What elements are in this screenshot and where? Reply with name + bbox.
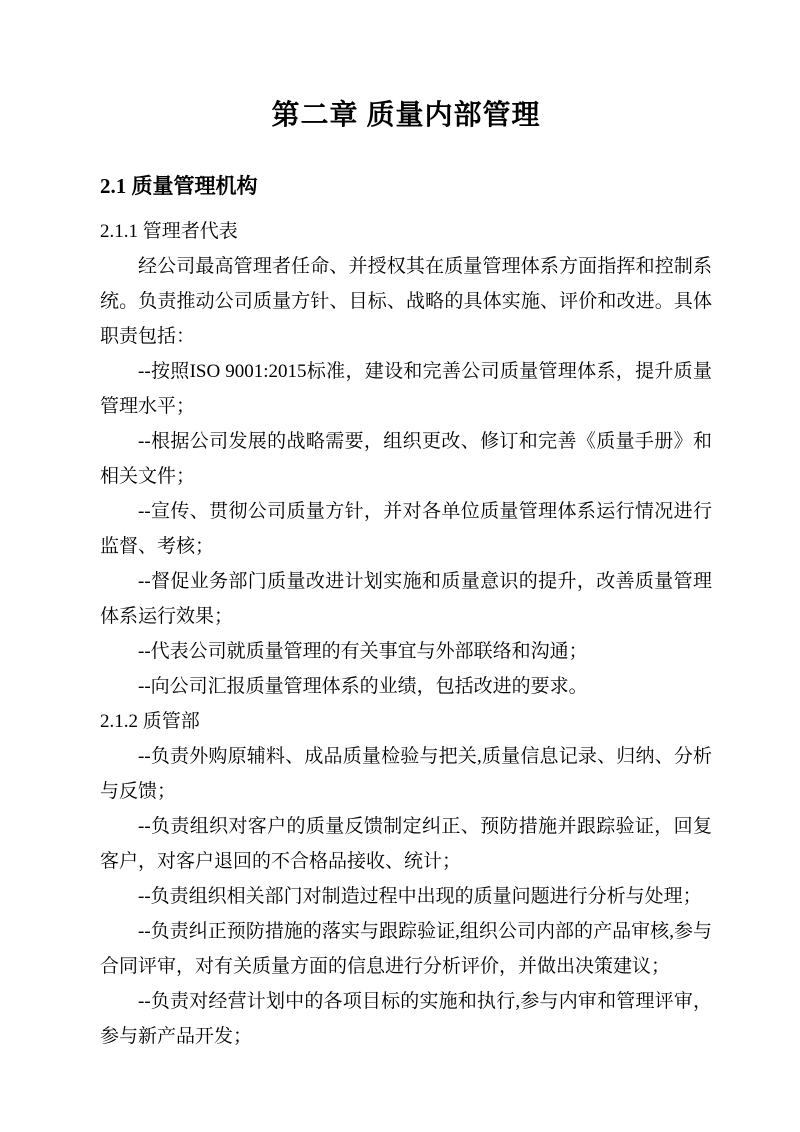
chapter-title: 第二章 质量内部管理 xyxy=(271,100,541,131)
section-heading-2-1: 2.1 质量管理机构 xyxy=(100,174,258,199)
duty-item: --负责外购原辅料、成品质量检验与把关,质量信息记录、归纳、分析与反馈； xyxy=(100,745,712,802)
duty-item: --宣传、贯彻公司质量方针，并对各单位质量管理体系运行情况进行监督、考核； xyxy=(100,500,712,557)
duty-item: --负责对经营计划中的各项目标的实施和执行,参与内审和管理评审，参与新产品开发； xyxy=(100,990,712,1047)
duty-item: --负责组织对客户的质量反馈制定纠正、预防措施并跟踪验证，回复客户，对客户退回的不合格品接收、统计； xyxy=(100,815,712,872)
subsection-heading-2-1-2: 2.1.2 质管部 xyxy=(100,710,200,732)
duty-item: --向公司汇报质量管理体系的业绩，包括改进的要求。 xyxy=(138,675,588,697)
subsection-heading-2-1-1: 2.1.1 管理者代表 xyxy=(100,220,238,242)
duty-item: --负责组织相关部门对制造过程中出现的质量问题进行分析与处理； xyxy=(138,885,702,907)
duty-item: --根据公司发展的战略需要，组织更改、修订和完善《质量手册》和相关文件； xyxy=(100,430,712,487)
paragraph-intro-2-1-1: 经公司最高管理者任命、并授权其在质量管理体系方面指挥和控制系统。负责推动公司质量方针、目标、战略的具体实施、评价和改进。具体职责包括： xyxy=(100,255,712,347)
duty-item: --负责纠正预防措施的落实与跟踪验证,组织公司内部的产品审核,参与合同评审，对有关质量方面的信息进行分析评价，并做出决策建议； xyxy=(100,920,712,977)
duty-item: --督促业务部门质量改进计划实施和质量意识的提升，改善质量管理体系运行效果； xyxy=(100,570,712,627)
duty-item: --代表公司就质量管理的有关事宜与外部联络和沟通； xyxy=(138,640,588,662)
duty-item: --按照ISO 9001:2015标准，建设和完善公司质量管理体系，提升质量管理水平； xyxy=(100,360,712,417)
